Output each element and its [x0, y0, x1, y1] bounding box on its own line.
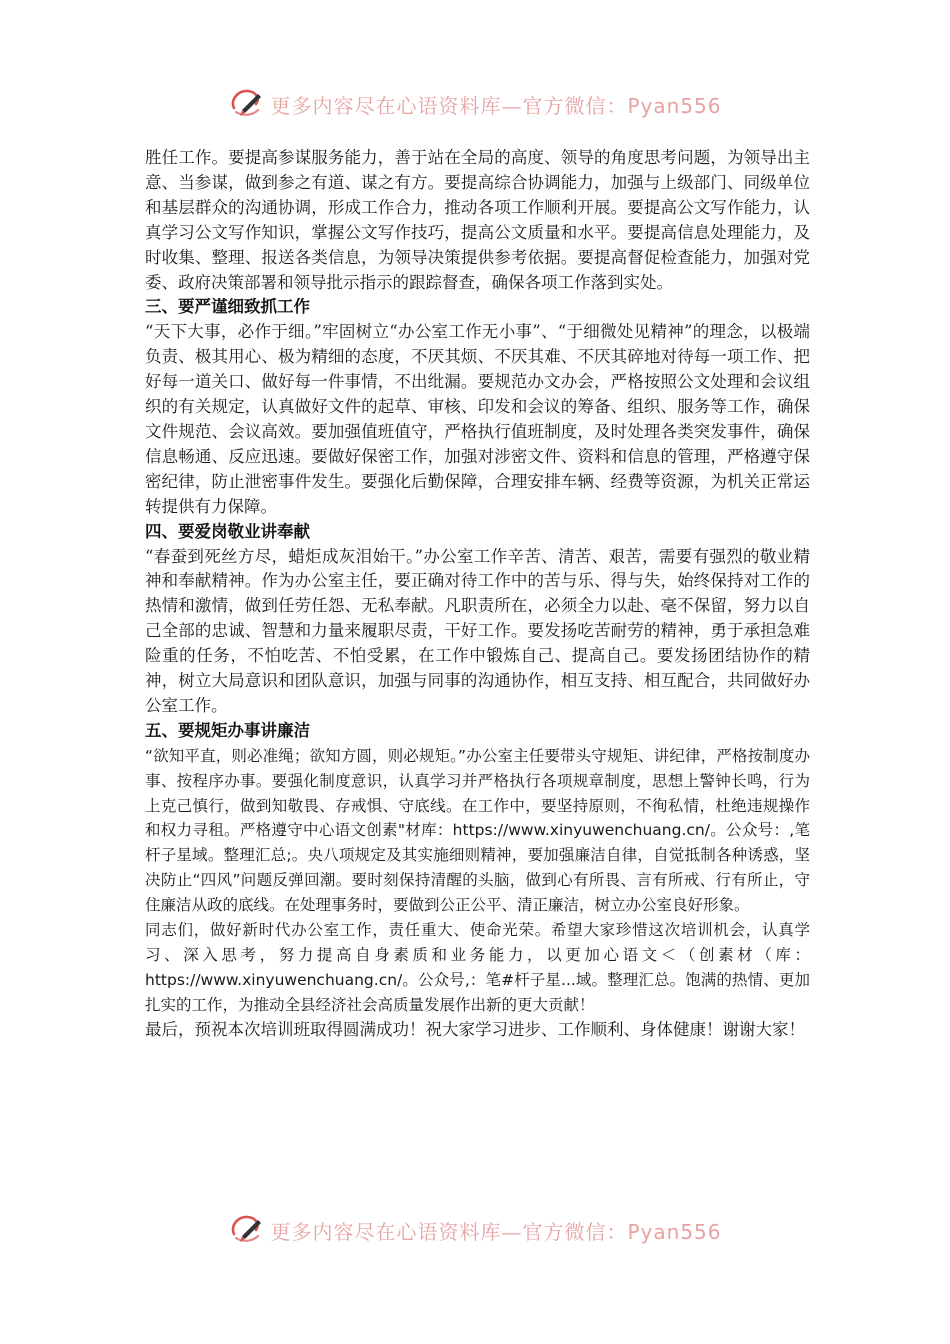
- header-banner: [0, 84, 950, 124]
- paragraph: 同志们，做好新时代办公室工作，责任重大、使命光荣。希望大家珍惜这次培训机会，认真学习、深入思考，努力提高自身素质和业务能力，以更加心语文＜（创素材（库：https://www.xinyuwenchuang.cn/。公众号,：笔#杆子星...域。整理汇总。饱满的热情、更加扎实的工作，为推动全县经济社会高质量发展作出新的更大贡献！: [145, 921, 810, 1014]
- pen-swirl-logo-icon: [228, 1212, 266, 1248]
- banner-text: 更多内容尽在心语资料库—官方微信：Pyan556: [270, 93, 722, 118]
- paragraph: 最后，预祝本次培训班取得圆满成功！祝大家学习进步、工作顺利、身体健康！谢谢大家！: [145, 1019, 805, 1039]
- section-heading: 三、要严谨细致抓工作: [145, 297, 310, 317]
- paragraph: “春蚕到死丝方尽，蜡炬成灰泪始干。”办公室工作辛苦、清苦、艰苦，需要有强烈的敬业精神和奉献精神。作为办公室主任，要正确对待工作中的苦与乐、得与失，始终保持对工作的热情和激情，做到任劳任怨、无私奉献。凡职责所在，必须全力以赴、毫不保留，努力以自己全部的忠诚、智慧和力量来履职尽责，干好工作。要发扬吃苦耐劳的精神，勇于承担急难险重的任务，不怕吃苦、不怕受累，在工作中锻炼自己、提高自己。要发扬团结协作的精神，树立大局意识和团队意识，加强与同事的沟通协作，相互支持、相互配合，共同做好办公室工作。: [145, 546, 810, 715]
- paragraph: “欲知平直，则必准绳；欲知方圆，则必规矩。”办公室主任要带头守规矩、讲纪律，严格按制度办事、按程序办事。要强化制度意识，认真学习并严格执行各项规章制度，思想上警钟长鸣，行为上克己慎行，做到知敬畏、存戒惧、守底线。在工作中，要坚持原则，不徇私情，杜绝违规操作和权力寻租。严格遵守中心语文创素"材库：https://www.xinyuwenchuang.cn/。公众号：,笔杆子星域。整理汇总;。央八项规定及其实施细则精神，要加强廉洁自律，自觉抵制各种诱惑，坚决防止“四风”问题反弹回潮。要时刻保持清醒的头脑，做到心有所畏、言有所戒、行有所止，守住廉洁从政的底线。在处理事务时，要做到公正公平、清正廉洁，树立办公室良好形象。: [145, 746, 810, 915]
- document-body: [145, 146, 810, 1043]
- section-heading: 四、要爱岗敬业讲奉献: [145, 521, 310, 541]
- footer-banner: [0, 1210, 950, 1250]
- banner-text: 更多内容尽在心语资料库—官方微信：Pyan556: [270, 1219, 722, 1244]
- section-heading: 五、要规矩办事讲廉洁: [145, 720, 310, 740]
- paragraph: 胜任工作。要提高参谋服务能力，善于站在全局的高度、领导的角度思考问题，为领导出主意、当参谋，做到参之有道、谋之有方。要提高综合协调能力，加强与上级部门、同级单位和基层群众的沟通协调，形成工作合力，推动各项工作顺利开展。要提高公文写作能力，认真学习公文写作知识，掌握公文写作技巧，提高公文质量和水平。要提高信息处理能力，及时收集、整理、报送各类信息，为领导决策提供参考依据。要提高督促检查能力，加强对党委、政府决策部署和领导批示指示的跟踪督查，确保各项工作落到实处。: [145, 148, 810, 292]
- pen-swirl-logo-icon: [228, 86, 266, 122]
- paragraph: “天下大事，必作于细。”牢固树立“办公室工作无小事”、“于细微处见精神”的理念，以极端负责、极其用心、极为精细的态度，不厌其烦、不厌其难、不厌其碎地对待每一项工作、把好每一道关口、做好每一件事情，不出纰漏。要规范办文办会，严格按照公文处理和会议组织的有关规定，认真做好文件的起草、审核、印发和会议的筹备、组织、服务等工作，确保文件规范、会议高效。要加强值班值守，严格执行值班制度，及时处理各类突发事件，确保信息畅通、反应迅速。要做好保密工作，加强对涉密文件、资料和信息的管理，严格遵守保密纪律，防止泄密事件发生。要强化后勤保障，合理安排车辆、经费等资源，为机关正常运转提供有力保障。: [145, 322, 810, 516]
